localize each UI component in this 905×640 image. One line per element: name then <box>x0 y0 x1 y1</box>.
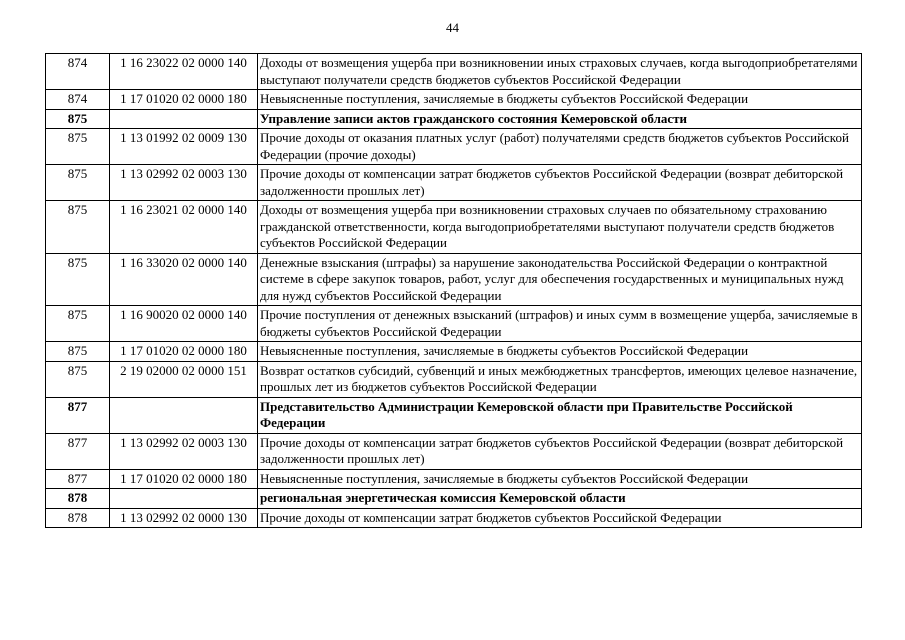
revenue-description-cell: Прочие доходы от оказания платных услуг (работ) получателями средств бюджетов субъектов Российской Федерации (прочие доходы) <box>258 129 862 165</box>
revenue-description-cell: Управление записи актов гражданского состояния Кемеровской области <box>258 109 862 129</box>
revenue-code-cell: 1 16 90020 02 0000 140 <box>110 306 258 342</box>
revenue-description-cell: Прочие доходы от компенсации затрат бюджетов субъектов Российской Федерации <box>258 508 862 528</box>
revenue-code-cell: 1 13 02992 02 0000 130 <box>110 508 258 528</box>
revenue-code-cell: 1 16 23021 02 0000 140 <box>110 201 258 254</box>
revenue-code-cell: 1 17 01020 02 0000 180 <box>110 469 258 489</box>
revenue-description-cell: Прочие доходы от компенсации затрат бюджетов субъектов Российской Федерации (возврат дебиторской задолженности прошлых лет) <box>258 165 862 201</box>
administrator-code-cell: 877 <box>46 397 110 433</box>
table-row <box>46 342 862 362</box>
table-row <box>46 109 862 129</box>
table-row <box>46 90 862 110</box>
table-row <box>46 469 862 489</box>
revenue-code-cell <box>110 489 258 509</box>
table-row <box>46 361 862 397</box>
revenue-description-cell: Прочие доходы от компенсации затрат бюджетов субъектов Российской Федерации (возврат дебиторской задолженности прошлых лет) <box>258 433 862 469</box>
revenue-description-cell: Доходы от возмещения ущерба при возникновении иных страховых случаев, когда выгодоприобретателями выступают получатели средств бюджетов субъектов Российской Федерации <box>258 54 862 90</box>
revenue-code-cell: 1 13 02992 02 0003 130 <box>110 433 258 469</box>
administrator-code-cell: 874 <box>46 54 110 90</box>
table-row <box>46 508 862 528</box>
table-row <box>46 433 862 469</box>
table-row <box>46 129 862 165</box>
revenue-code-cell: 1 16 33020 02 0000 140 <box>110 253 258 306</box>
revenue-description-cell: Возврат остатков субсидий, субвенций и иных межбюджетных трансфертов, имеющих целевое назначение, прошлых лет из бюджетов субъектов Российской Федерации <box>258 361 862 397</box>
revenue-description-cell: Невыясненные поступления, зачисляемые в бюджеты субъектов Российской Федерации <box>258 90 862 110</box>
administrator-code-cell: 875 <box>46 201 110 254</box>
table-row <box>46 306 862 342</box>
revenue-code-cell: 1 16 23022 02 0000 140 <box>110 54 258 90</box>
budget-revenue-table <box>45 53 862 528</box>
table-row <box>46 397 862 433</box>
revenue-code-cell: 1 17 01020 02 0000 180 <box>110 90 258 110</box>
table-body <box>46 54 862 528</box>
revenue-description-cell: Доходы от возмещения ущерба при возникновении страховых случаев по обязательному страхованию гражданской ответственности, когда выгодоприобретателями выступают получатели средств бюджетов субъектов Российской Федерации <box>258 201 862 254</box>
administrator-code-cell: 875 <box>46 306 110 342</box>
revenue-code-cell: 1 13 02992 02 0003 130 <box>110 165 258 201</box>
administrator-code-cell: 875 <box>46 109 110 129</box>
revenue-code-cell <box>110 397 258 433</box>
administrator-code-cell: 875 <box>46 253 110 306</box>
revenue-description-cell: Представительство Администрации Кемеровской области при Правительстве Российской Федерации <box>258 397 862 433</box>
administrator-code-cell: 878 <box>46 489 110 509</box>
table-row <box>46 253 862 306</box>
administrator-code-cell: 875 <box>46 361 110 397</box>
administrator-code-cell: 877 <box>46 469 110 489</box>
table-row <box>46 54 862 90</box>
table-row <box>46 489 862 509</box>
administrator-code-cell: 877 <box>46 433 110 469</box>
revenue-code-cell: 2 19 02000 02 0000 151 <box>110 361 258 397</box>
page-number: 44 <box>446 20 459 35</box>
revenue-code-cell: 1 13 01992 02 0009 130 <box>110 129 258 165</box>
administrator-code-cell: 878 <box>46 508 110 528</box>
administrator-code-cell: 875 <box>46 129 110 165</box>
administrator-code-cell: 875 <box>46 165 110 201</box>
revenue-description-cell: Прочие поступления от денежных взысканий (штрафов) и иных сумм в возмещение ущерба, зачисляемые в бюджеты субъектов Российской Федерации <box>258 306 862 342</box>
administrator-code-cell: 875 <box>46 342 110 362</box>
revenue-code-cell <box>110 109 258 129</box>
revenue-code-cell: 1 17 01020 02 0000 180 <box>110 342 258 362</box>
administrator-code-cell: 874 <box>46 90 110 110</box>
revenue-description-cell: региональная энергетическая комиссия Кемеровской области <box>258 489 862 509</box>
revenue-description-cell: Невыясненные поступления, зачисляемые в бюджеты субъектов Российской Федерации <box>258 469 862 489</box>
table-row <box>46 165 862 201</box>
table-row <box>46 201 862 254</box>
revenue-description-cell: Денежные взыскания (штрафы) за нарушение законодательства Российской Федерации о контрактной системе в сфере закупок товаров, работ, услуг для обеспечения государственных и муниципальных нужд для нужд субъектов Российской Федерации <box>258 253 862 306</box>
revenue-description-cell: Невыясненные поступления, зачисляемые в бюджеты субъектов Российской Федерации <box>258 342 862 362</box>
